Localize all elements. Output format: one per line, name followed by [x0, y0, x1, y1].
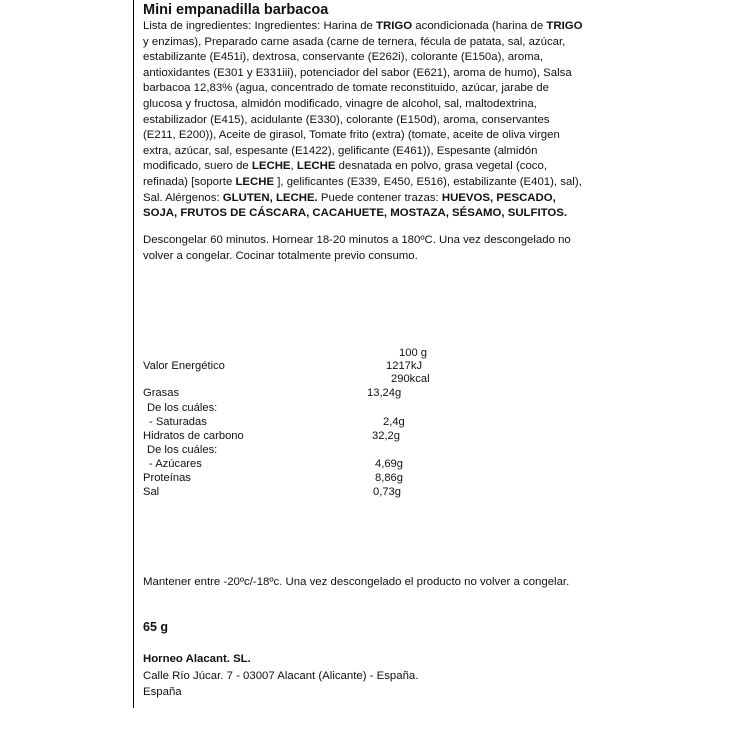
- nutrition-value: 8,86g: [375, 472, 403, 484]
- nutrition-label: Sal: [143, 486, 160, 498]
- nutrition-label: Proteínas: [143, 472, 191, 484]
- company-address: [143, 669, 418, 700]
- allergen-text: LECHE: [296, 160, 336, 173]
- ingredient-text: ], gelificantes (E339, E450, E516), estabilizante (E401), sal), Sal. Alérgenos:: [143, 175, 582, 204]
- address-country: España: [143, 685, 182, 698]
- nutrition-value: 4,69g: [375, 458, 403, 470]
- allergen-text: TRIGO: [376, 20, 413, 32]
- address-line: Calle Río Júcar. 7 - 03007 Alacant (Alicante) - España.: [143, 670, 419, 682]
- ingredients-label: Lista de ingredientes:: [143, 20, 252, 32]
- ingredient-text: Ingredientes: Harina de: [254, 20, 377, 32]
- nutrition-value: 290kcal: [391, 373, 430, 385]
- nutrition-label: De los cuáles:: [147, 402, 218, 414]
- net-weight: 65 g: [143, 620, 169, 634]
- nutrition-value: 13,24g: [367, 387, 402, 399]
- nutrition-label: De los cuáles:: [147, 444, 218, 456]
- ingredient-text: y enzimas), Preparado carne asada (carne de ternera, fécula de patata, sal, azúcar, estabilizante (E451i), dextrosa, conservante (E262i), colorante (E150a), aroma, antioxidantes (E301 y E331iii), potenciador del sabor (E621), aroma de humo), Salsa barbacoa 12,83% (agua, concentrado de tomate reconstituido, azúcar, jarabe de glucosa y fructosa, almidón modificado, vinagre de alcohol, sal, maltodextrina, estabilizador (E415), acidulante (E330), colorante (E150d), aroma, conservantes (E211, E200)), Aceite de girasol, Tomate frito (extra) (tomate, aceite de oliva virgen extra, azúcar, sal, espesante (E1422), gelificante (E461)), Espesante (almidón modificado, suero de: [143, 35, 572, 173]
- storage-instructions: Mantener entre -20ºc/-18ºc. Una vez descongelado el producto no volver a congelar.: [143, 576, 570, 588]
- company-name: Horneo Alacant. SL.: [143, 653, 251, 665]
- nutrition-value: 1217kJ: [386, 360, 423, 372]
- ingredient-text: ,: [290, 160, 297, 173]
- nutrition-label: - Azúcares: [149, 458, 202, 470]
- nutrition-header: 100 g: [399, 347, 427, 359]
- allergen-text: TRIGO: [546, 20, 583, 32]
- product-label-page: [133, 0, 603, 735]
- preparation-instructions: Descongelar 60 minutos. Hornear 18-20 minutos a 180ºC. Una vez descongelado no volver a congelar. Cocinar totalmente previo consumo.: [143, 234, 571, 262]
- ingredient-text: Puede contener trazas:: [317, 191, 442, 204]
- nutrition-label: Valor Energético: [143, 360, 225, 372]
- allergen-text: LECHE: [235, 175, 275, 188]
- allergen-text: LECHE: [251, 160, 291, 173]
- product-title: Mini empanadilla barbacoa: [143, 2, 329, 18]
- ingredients-text: [143, 19, 583, 222]
- nutrition-label: Hidratos de carbono: [143, 430, 244, 442]
- nutrition-value: 32,2g: [372, 430, 400, 442]
- allergen-text: HUEVOS, PESCADO, SOJA, FRUTOS DE CÁSCARA, CACAHUETE, MOSTAZA, SÉSAMO, SULFITOS.: [143, 191, 568, 220]
- nutrition-value: 0,73g: [373, 486, 401, 498]
- ingredient-text: desnatada en polvo, grasa vegetal (coco, refinada) [soporte: [143, 160, 547, 188]
- nutrition-label: Grasas: [143, 387, 180, 399]
- nutrition-value: 2,4g: [383, 416, 405, 428]
- allergen-text: GLUTEN, LECHE.: [222, 191, 318, 204]
- nutrition-label: - Saturadas: [149, 416, 207, 428]
- ingredients-content: [143, 20, 582, 219]
- ingredient-text: acondicionada (harina de: [412, 20, 547, 32]
